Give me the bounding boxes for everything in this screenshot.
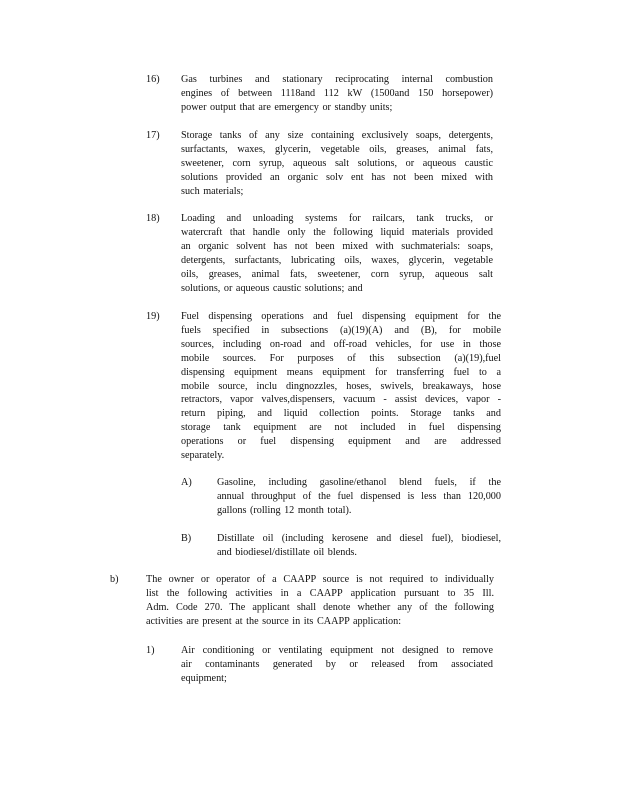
text-line: equipment; (181, 672, 227, 684)
text-line: detergents, surfactants, lubricating oils, waxes, glycerin, vegetable (181, 254, 493, 266)
item-19-number: 19) (146, 311, 160, 322)
text-line: Distillate oil (including kerosene and diesel fuel), biodiesel, (217, 533, 501, 544)
text-line: watercraft that handle only the following liquid materials provided (181, 226, 493, 238)
text-line: mobile source, inclu dingnozzles, hoses, swivels, breakaways, hose (181, 380, 501, 392)
text-line: engines of between 1118and 112 kW (1500and 150 horsepower) (181, 87, 493, 99)
text-line: Fuel dispensing operations and fuel dispensing equipment for the (181, 311, 501, 322)
text-line: sweetener, corn syrup, aqueous salt solutions, or aqueous caustic (181, 157, 493, 169)
text-line: surfactants, waxes, glycerin, vegetable oils, greases, animal fats, (181, 143, 493, 155)
text-line: Loading and unloading systems for railcars, tank trucks, or (181, 213, 493, 224)
item-19b-letter: B) (181, 533, 192, 544)
text-line: storage tank equipment are not included in fuel dispensing (181, 422, 501, 434)
text-line: and biodiesel/distillate oil blends. (217, 546, 357, 558)
text-line: activities are present at the source in its CAAPP application: (146, 615, 402, 627)
text-line: Storage tanks of any size containing exclusively soaps, detergents, (181, 130, 493, 141)
text-line: solutions provided an organic solv ent has not been mixed with (181, 171, 493, 183)
text-line: Air conditioning or ventilating equipment not designed to remove (181, 645, 493, 656)
item-17-text (181, 129, 493, 199)
item-19a-letter: A) (181, 477, 192, 488)
text-line: mobile sources. For purposes of this subsection (a)(19),fuel (181, 352, 501, 364)
text-line: solutions, or aqueous caustic solutions; and (181, 282, 363, 294)
item-16-number: 16) (146, 74, 160, 85)
text-line: Gasoline, including gasoline/ethanol blend fuels, if the (217, 477, 501, 488)
text-line: Gas turbines and stationary reciprocating internal combustion (181, 74, 493, 85)
text-line: oils, greases, animal fats, sweetener, corn syrup, aqueous salt (181, 268, 493, 280)
text-line: fuels specified in subsections (a)(19)(A) and (B), for mobile (181, 324, 501, 336)
text-line: separately. (181, 450, 225, 462)
text-line: Adm. Code 270. The applicant shall denote whether any of the following (146, 601, 494, 613)
item-19a-text (217, 476, 501, 518)
item-19b-text (217, 532, 501, 560)
item-b1-text (181, 644, 493, 686)
text-line: gallons (rolling 12 month total). (217, 504, 352, 516)
item-18-number: 18) (146, 213, 160, 224)
text-line: list the following activities in a CAAPP application pursuant to 35 Ill. (146, 587, 494, 599)
item-18-text (181, 212, 493, 295)
text-line: such materials; (181, 185, 244, 197)
item-19-text (181, 310, 501, 463)
item-b1-number: 1) (146, 645, 155, 656)
item-16-text (181, 73, 493, 115)
subsection-b-letter: b) (110, 574, 119, 585)
text-line: dispensing equipment means equipment for transferring fuel to a (181, 366, 501, 378)
text-line: sources, including on-road and off-road vehicles, for use in those (181, 338, 501, 350)
text-line: operations or fuel dispensing equipment and are addressed (181, 436, 501, 448)
subsection-b-text (146, 573, 494, 629)
text-line: an organic solvent has not been mixed with suchmaterials: soaps, (181, 240, 493, 252)
text-line: power output that are emergency or standby units; (181, 101, 393, 113)
text-line: air contaminants generated by or released from associated (181, 658, 493, 670)
item-17-number: 17) (146, 130, 160, 141)
text-line: retractors, vapor valves,dispensers, vacuum - assist devices, vapor - (181, 394, 501, 406)
text-line: annual throughput of the fuel dispensed is less than 120,000 (217, 490, 501, 502)
text-line: return piping, and liquid collection points. Storage tanks and (181, 408, 501, 420)
text-line: The owner or operator of a CAAPP source is not required to individually (146, 574, 494, 585)
